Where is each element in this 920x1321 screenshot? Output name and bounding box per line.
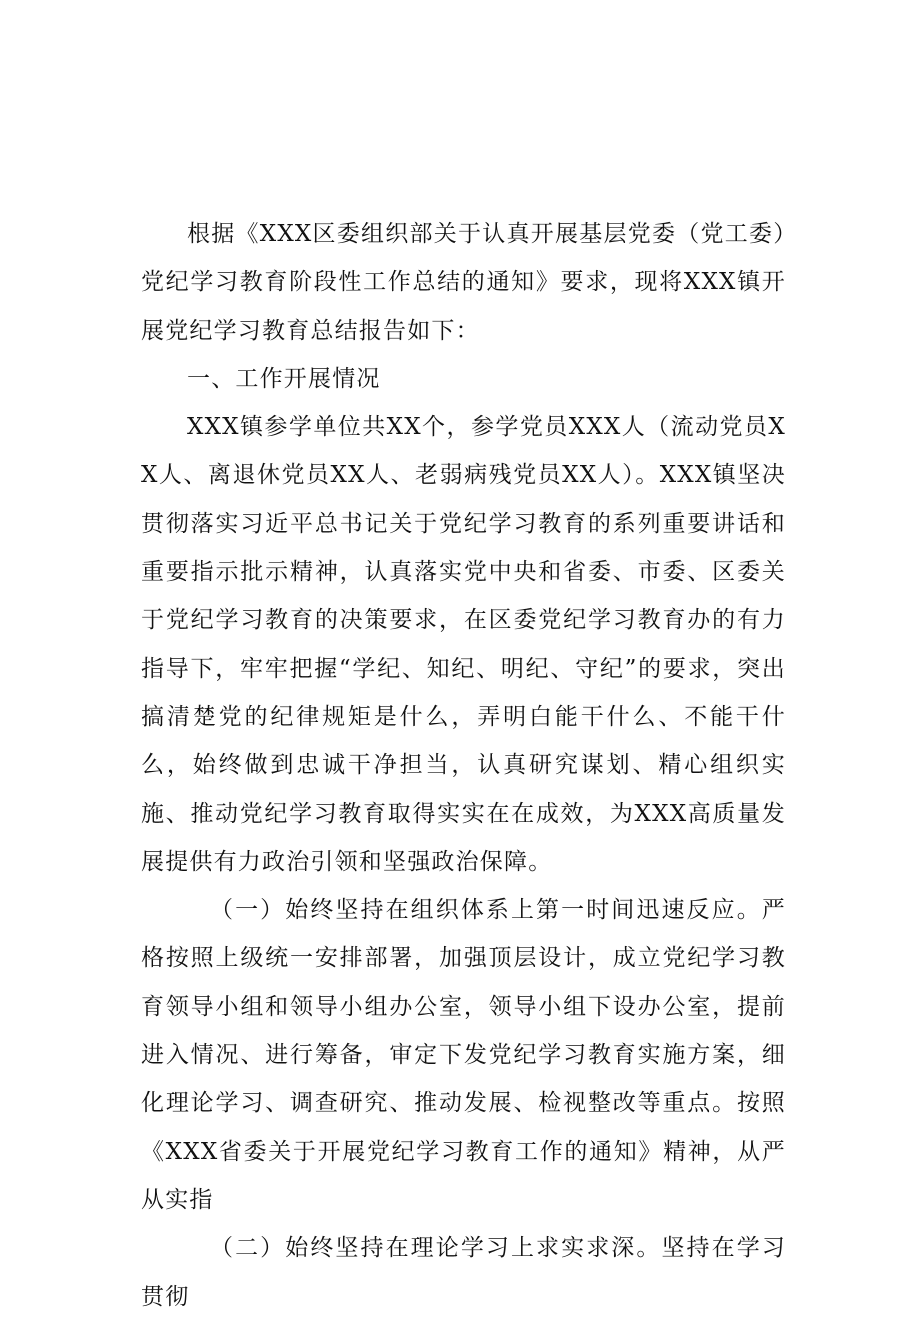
section-heading-work-status: 一、工作开展情况	[187, 365, 381, 392]
subsection-2-paragraph: （二）始终坚持在理论学习上求实求深。坚持在学习贯彻	[141, 1235, 786, 1310]
document-body	[141, 210, 786, 1321]
intro-paragraph: 根据《XXX区委组织部关于认真开展基层党委（党工委）党纪学习教育阶段性工作总结的通知》要求，现将XXX镇开展党纪学习教育总结报告如下：	[141, 221, 786, 344]
subsection-1-paragraph: （一）始终坚持在组织体系上第一时间迅速反应。严格按照上级统一安排部署，加强顶层设计，成立党纪学习教育领导小组和领导小组办公室，领导小组下设办公室，提前进入情况、进行筹备，审定下发党纪学习教育实施方案，细化理论学习、调查研究、推动发展、检视整改等重点。按照《XXX省委关于开展党纪学习教育工作的通知》精神，从严从实指	[141, 897, 786, 1213]
section-body-paragraph: XXX镇参学单位共XX个，参学党员XXX人（流动党员XX人、离退休党员XX人、老弱病残党员XX人）。XXX镇坚决贯彻落实习近平总书记关于党纪学习教育的系列重要讲话和重要指示批示精神，认真落实党中央和省委、市委、区委关于党纪学习教育的决策要求，在区委党纪学习教育办的有力指导下，牢牢把握“学纪、知纪、明纪、守纪”的要求，突出搞清楚党的纪律规矩是什么，弄明白能干什么、不能干什么，始终做到忠诚干净担当，认真研究谋划、精心组织实施、推动党纪学习教育取得实实在在成效，为XXX高质量发展提供有力政治引领和坚强政治保障。	[141, 414, 786, 875]
